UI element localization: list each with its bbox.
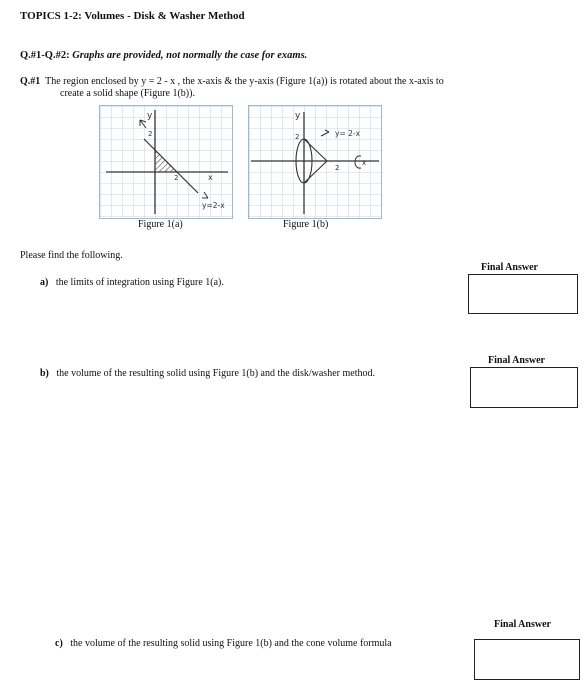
part-c-text: the volume of the resulting solid using Figure 1(b) and the cone volume formula — [70, 638, 392, 649]
part-a-text: the limits of integration using Figure 1(a). — [55, 277, 224, 288]
y-tick-label: 2 — [148, 130, 153, 138]
figure-1b-caption: Figure 1(b) — [283, 219, 329, 230]
part-b — [40, 368, 375, 379]
page-title: TOPICS 1-2: Volumes - Disk & Washer Method — [20, 10, 245, 22]
axis-note: x — [362, 159, 367, 167]
part-a-answer-box[interactable] — [468, 274, 578, 314]
y-axis-label: y — [147, 111, 153, 121]
curve-label: y= 2-x — [335, 129, 361, 138]
part-a-answer-label: Final Answer — [481, 262, 538, 273]
question1-text-2: create a solid shape (Figure 1(b)). — [60, 88, 195, 99]
question1-text-1: The region enclosed by y = 2 - x , the x-axis & the y-axis (Figure 1(a)) is rotated about the x-axis to — [45, 76, 444, 87]
part-b-text: the volume of the resulting solid using Figure 1(b) and the disk/washer method. — [56, 368, 375, 379]
x-tick-label: 2 — [174, 174, 179, 182]
part-b-answer-box[interactable] — [470, 367, 578, 408]
y-tick-label: 2 — [295, 133, 300, 141]
intro-label: Q.#1-Q.#2: — [20, 50, 70, 61]
intro-note: Graphs are provided, not normally the case for exams. — [72, 50, 308, 61]
figure-1a-graph — [100, 106, 232, 218]
figure-1b — [248, 105, 382, 219]
part-b-label: b) — [40, 368, 49, 379]
question1-line1 — [20, 76, 444, 87]
figure-1a — [99, 105, 233, 219]
question1-label: Q.#1 — [20, 76, 41, 87]
figure-1b-graph — [249, 106, 381, 218]
part-c — [55, 638, 392, 649]
figure-1a-caption: Figure 1(a) — [138, 219, 183, 230]
part-c-answer-label: Final Answer — [494, 619, 551, 630]
part-a — [40, 277, 224, 288]
part-b-answer-label: Final Answer — [488, 355, 545, 366]
x-tick-label: 2 — [335, 164, 340, 172]
part-c-label: c) — [55, 638, 63, 649]
intro-line — [20, 50, 307, 61]
x-axis-label: x — [208, 173, 213, 182]
part-c-answer-box[interactable] — [474, 639, 580, 680]
y-axis-label: y — [295, 111, 301, 121]
part-a-label: a) — [40, 277, 49, 288]
curve-label: y=2-x — [202, 201, 225, 210]
prompt-text: Please find the following. — [20, 250, 123, 261]
